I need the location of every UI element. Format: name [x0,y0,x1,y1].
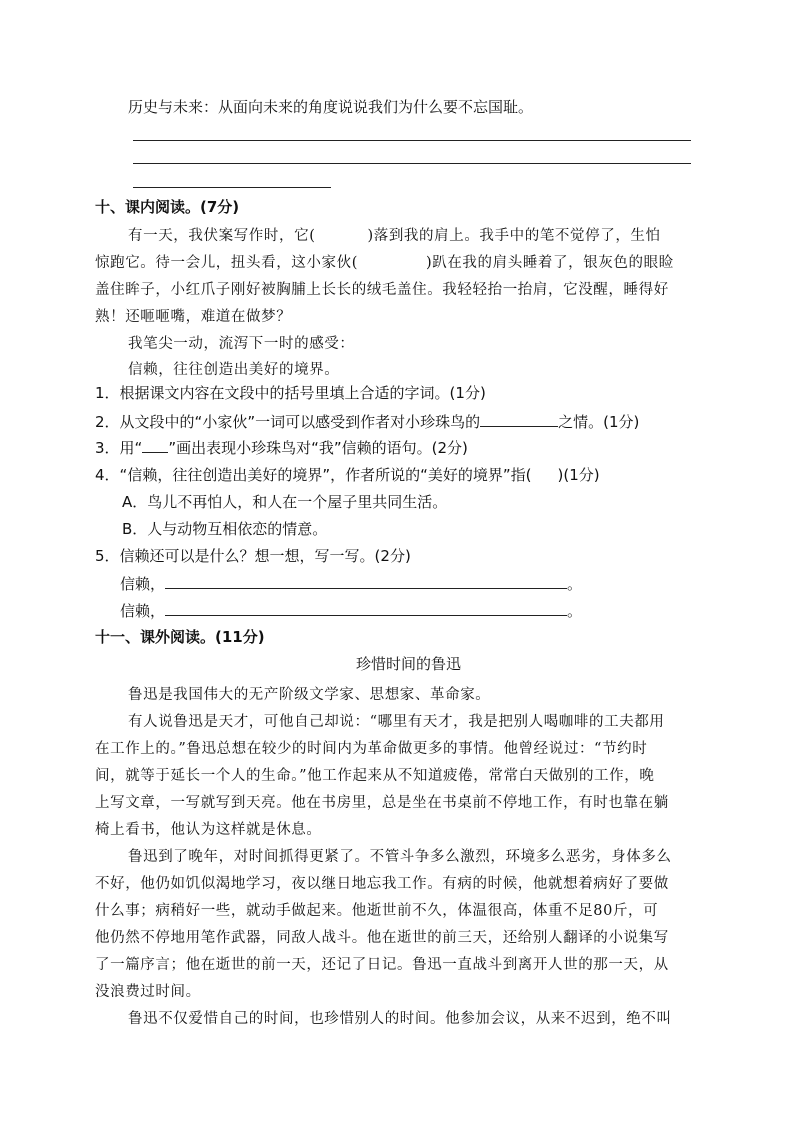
answer-line-2 [133,163,691,164]
article-line: 他仍然不停地用笔作武器，同敌人战斗。他在逝世的前三天，还给别人翻译的小说集写 [95,930,669,946]
answer-end-mark: 。 [567,575,583,593]
answer-line[interactable] [165,601,567,616]
article-line: 不好，他仍如饥似渴地学习，夜以继日地忘我工作。有病的时候，他就想着病好了要做 [95,876,669,892]
article-line: 什么事；病稍好一些，就动手做起来。他逝世前不久，体温很高，体重不足80斤，可 [95,903,659,919]
question-5: 5．信赖还可以是什么？想一想，写一写。(2分) [95,547,411,565]
article-line: 椅上看书，他认为这样就是休息。 [95,822,322,838]
article-line: 没浪费过时间。 [95,984,201,1000]
q5-answer-row-2 [120,601,582,620]
passage-line: 熟！还咂咂嘴，难道在做梦？ [95,309,292,325]
history-question: 历史与未来：从面向未来的角度说说我们为什么要不忘国耻。 [128,98,534,116]
answer-label: 信赖， [120,602,166,620]
question-text: 3．用“ [95,439,143,457]
option-a[interactable]: A．鸟儿不再怕人，和人在一个屋子里共同生活。 [122,493,448,511]
fill-blank-line[interactable] [480,412,558,427]
question-1: 1．根据课文内容在文段中的括号里填上合适的字词。(1分) [95,384,486,402]
answer-label: 信赖， [120,575,166,593]
article-line: 间，就等于延长一个人的生命。”他工作起来从不知道疲倦，常常白天做别的工作，晚 [95,768,655,784]
passage-line: 我笔尖一动，流泻下一时的感受： [128,336,355,352]
passage-line [128,224,661,245]
section-11-heading: 十一、课外阅读。(11分) [95,628,265,646]
article-title: 珍惜时间的鲁迅 [356,655,462,673]
question-4 [95,466,600,484]
question-text: 2．从文段中的“小家伙”一词可以感受到作者对小珍珠鸟的 [95,413,481,431]
passage-line: 盖住眸子，小红爪子刚好被胸脯上长长的绒毛盖住。我轻轻抬一抬肩，它没醒，睡得好 [95,282,669,298]
answer-line-1 [133,140,691,141]
passage-text: 有一天，我伏案写作时，它( [128,228,316,244]
section-10-heading: 十、课内阅读。(7分) [95,198,240,216]
article-line: 上写文章，一写就写到天亮。他在书房里，总是坐在书桌前不停地工作，有时也靠在躺 [95,795,669,811]
answer-line[interactable] [165,574,567,589]
article-line: 有人说鲁迅是天才，可他自己却说：“哪里有天才，我是把别人喝咖啡的工夫都用 [128,714,665,730]
article-line: 了一篇序言；他在逝世的前一天，还记了日记。鲁迅一直战斗到离开人世的那一天，从 [95,957,669,973]
article-line: 鲁迅是我国伟大的无产阶级文学家、思想家、革命家。 [128,687,491,703]
answer-end-mark: 。 [567,602,583,620]
passage-line [95,251,674,272]
question-2 [95,412,639,431]
passage-line: 信赖，往往创造出美好的境界。 [128,362,340,378]
passage-text: )趴在我的肩头睡着了，银灰色的眼睑 [425,255,674,271]
question-text: ”画出表现小珍珠鸟对“我”信赖的语句。(2分) [168,439,468,457]
article-line: 在工作上的。”鲁迅总想在较少的时间内为革命做更多的事情。他曾经说过：“节约时 [95,741,648,757]
passage-text: 惊跑它。待一会儿，扭头看，这小家伙( [95,255,358,271]
passage-text: )落到我的肩上。我手中的笔不觉停了，生怕 [367,228,661,244]
q5-answer-row-1 [120,574,582,593]
question-text: )(1分) [557,466,600,484]
article-line: 鲁迅不仅爱惜自己的时间，也珍惜别人的时间。他参加会议，从来不迟到，绝不叫 [128,1011,672,1027]
question-text: 4．“信赖，往往创造出美好的境界”，作者所说的“美好的境界”指( [95,466,532,484]
option-b[interactable]: B．人与动物互相依恋的情意。 [122,520,328,538]
article-line: 鲁迅到了晚年，对时间抓得更紧了。不管斗争多么激烈，环境多么恶劣，身体多么 [128,849,672,865]
underline-sample [142,440,168,453]
question-3 [95,439,468,457]
question-text: 之情。(1分) [558,413,640,431]
answer-line-3 [133,187,331,188]
